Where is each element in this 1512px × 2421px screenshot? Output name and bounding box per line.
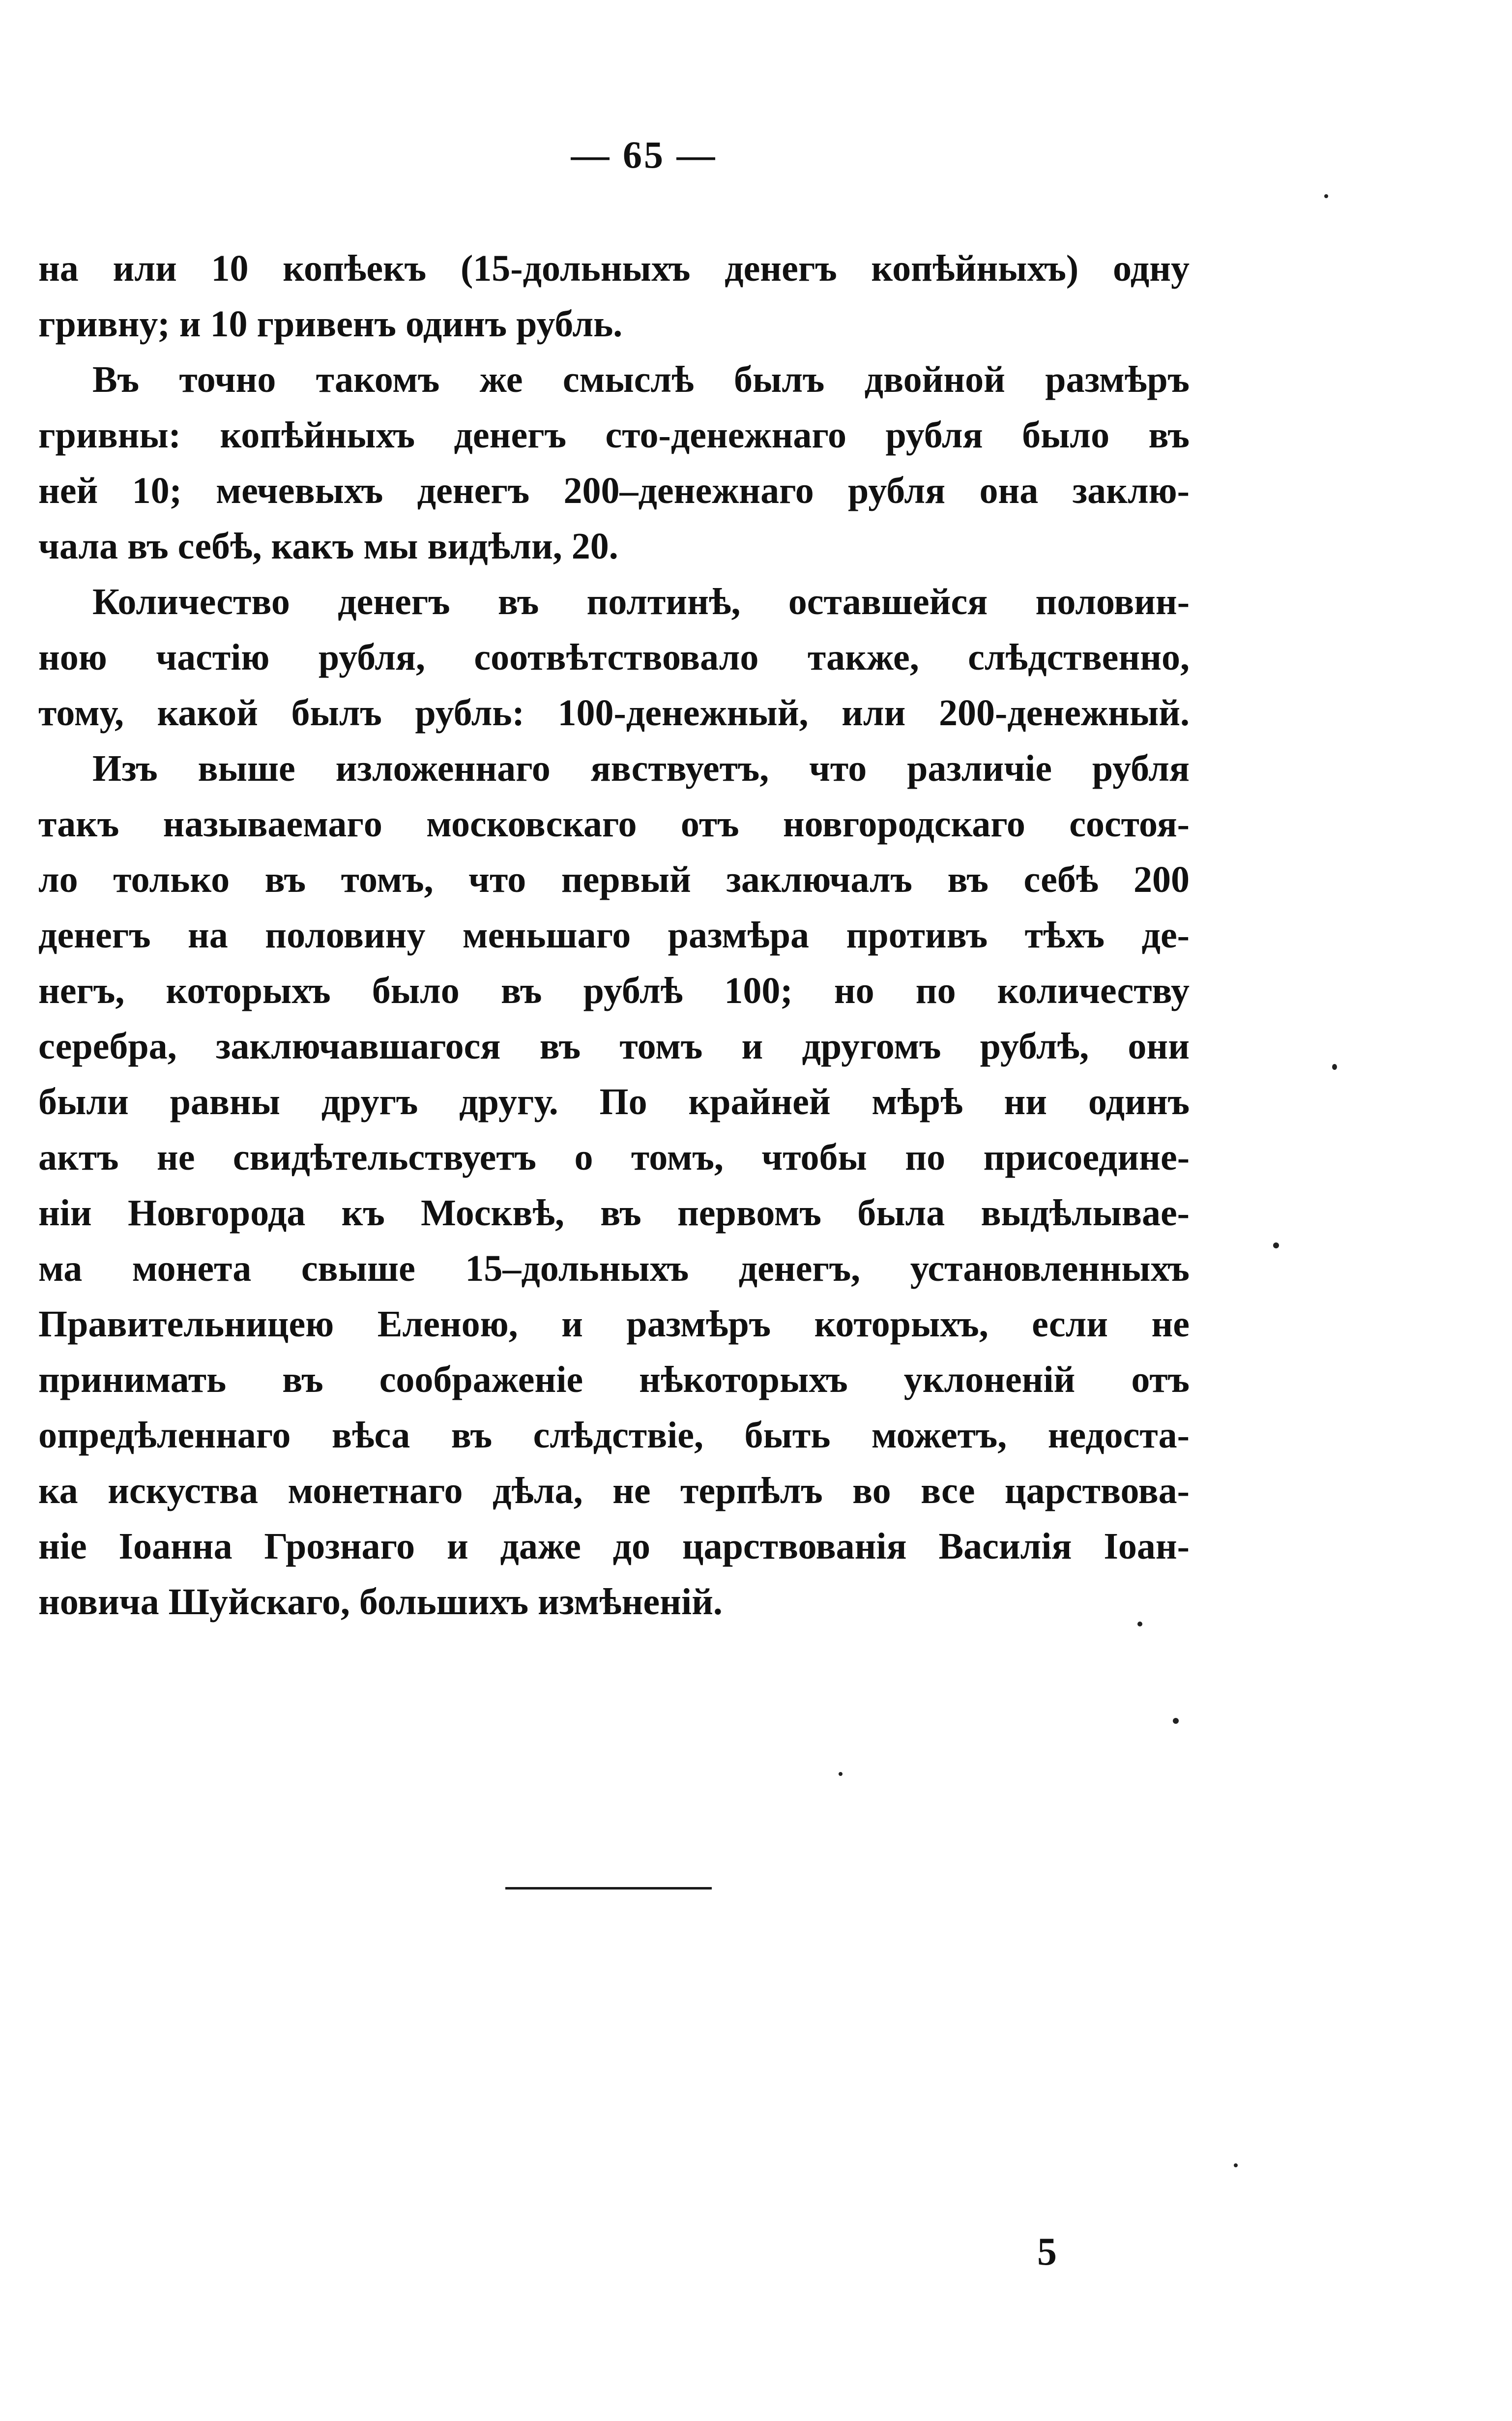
text-line: принимать въ соображеніе нѣкоторыхъ уклоненій отъ [38,1359,1190,1400]
text-line: Въ точно такомъ же смыслѣ былъ двойной размѣръ [92,359,1190,400]
text-line: негъ, которыхъ было въ рублѣ 100; но по количеству [38,970,1190,1011]
section-divider-rule [505,1887,712,1890]
text-line: Изъ выше изложеннаго явствуетъ, что различіе рубля [92,748,1190,789]
scan-speck [1173,1718,1179,1724]
text-line: актъ не свидѣтельствуетъ о томъ, чтобы по присоедине- [38,1137,1190,1178]
text-line: тому, какой былъ рубль: 100-денежный, или 200-денежный. [38,692,1190,734]
text-line: были равны другъ другу. По крайней мѣрѣ ни одинъ [38,1081,1190,1122]
text-line: ло только въ томъ, что первый заключалъ въ себѣ 200 [38,859,1190,900]
text-line: ніе Іоанна Грознаго и даже до царствованія Василія Іоан- [38,1526,1190,1567]
text-line: ней 10; мечевыхъ денегъ 200–денежнаго рубля она заклю- [38,470,1190,511]
text-line: Количество денегъ въ полтинѣ, оставшейся половин- [92,581,1190,622]
text-line: на или 10 копѣекъ (15-дольныхъ денегъ копѣйныхъ) одну [38,248,1190,289]
text-line: гривну; и 10 гривенъ одинъ рубль. [38,303,623,345]
text-line: новича Шуйскаго, большихъ измѣненій. [38,1581,723,1623]
text-line: ка искуства монетнаго дѣла, не терпѣлъ во все царствова- [38,1470,1190,1511]
text-line: серебра, заключавшагося въ томъ и другомъ рублѣ, они [38,1026,1190,1067]
text-line: Правительницею Еленою, и размѣръ которыхъ, если не [38,1303,1190,1345]
text-line: ма монета свыше 15–дольныхъ денегъ, установленныхъ [38,1248,1190,1289]
text-line: гривны: копѣйныхъ денегъ сто-денежнаго рубля было въ [38,414,1190,456]
scan-speck [839,1772,843,1776]
scan-speck [1137,1622,1142,1626]
text-line: чала въ себѣ, какъ мы видѣли, 20. [38,526,618,567]
text-line: такъ называемагo московскаго отъ новгородскаго состоя- [38,803,1190,845]
scan-speck [1234,2163,1238,2167]
text-line: опредѣленнаго вѣса въ слѣдствіе, быть можетъ, недоста- [38,1415,1190,1456]
signature-mark: 5 [1037,2230,1057,2273]
scan-speck [1324,194,1328,198]
scan-speck [1273,1242,1279,1248]
body-text [38,241,1190,1630]
text-line: ніи Новгорода къ Москвѣ, въ первомъ была выдѣлывае- [38,1192,1190,1234]
text-line: ною частію рубля, соотвѣтствовало также, слѣдственно, [38,637,1190,678]
page-number-header: — 65 — [571,133,717,176]
text-line: денегъ на половину меньшаго размѣра противъ тѣхъ де- [38,915,1190,956]
scan-speck [1332,1064,1337,1070]
